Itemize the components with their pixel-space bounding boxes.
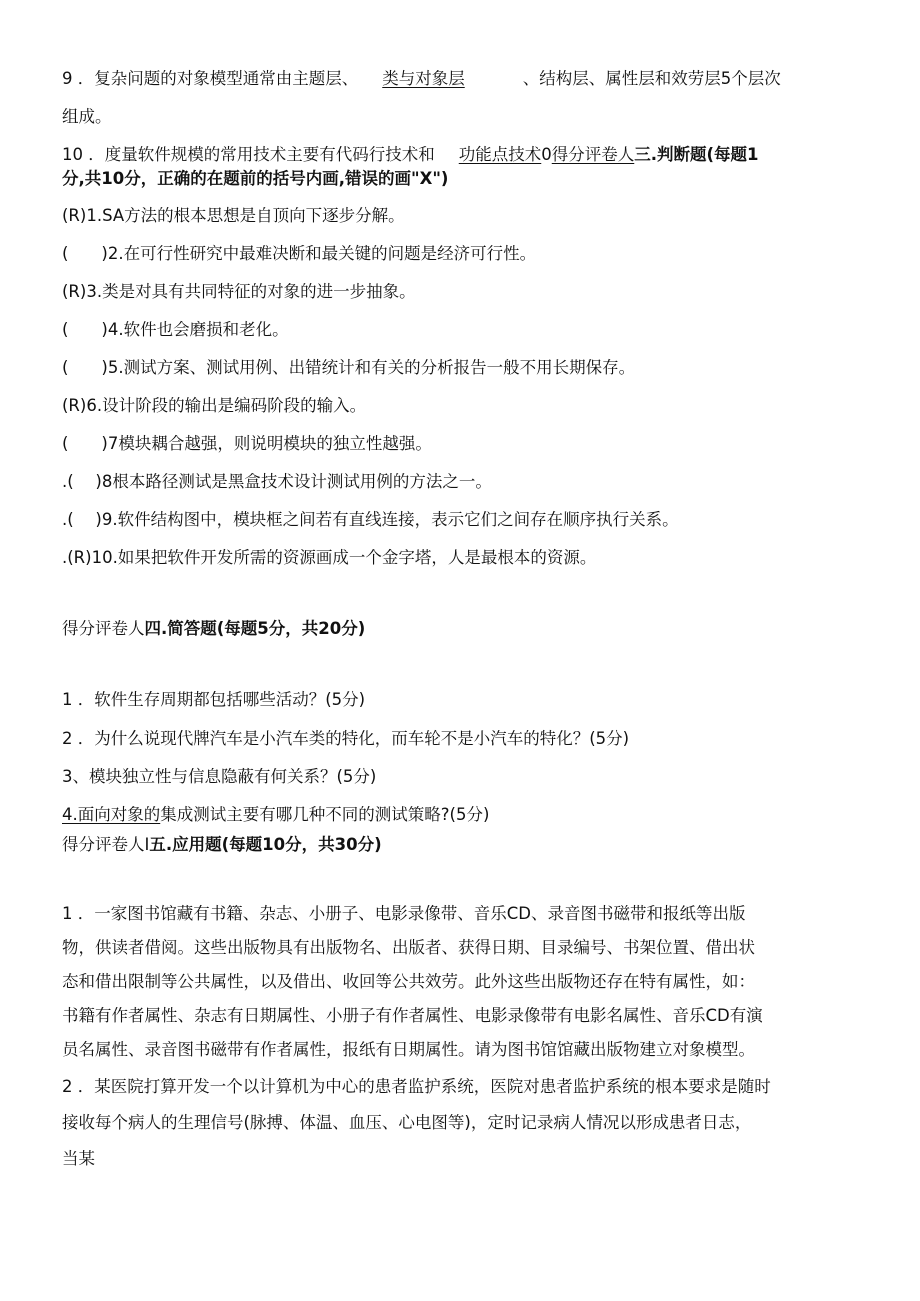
section-5-score-label: 得分评卷人I — [62, 835, 150, 854]
app-q2-line-1: 2 ．某医院打算开发一个以计算机为中心的患者监护系统，医院对患者监护系统的根本要求是随时 — [62, 1077, 771, 1096]
q10-prefix: 10 ．度量软件规模的常用技术主要有代码行技术和 — [62, 145, 435, 164]
app-q1-line-5: 员名属性、录音图书磁带有作者属性，报纸有日期属性。请为图书馆馆藏出版物建立对象模型。 — [62, 1040, 755, 1059]
short-answer-4 — [62, 804, 489, 826]
section-5-header — [62, 834, 382, 856]
tf-item-10: .(R)10.如果把软件开发所需的资源画成一个金字塔，人是最根本的资源。 — [62, 548, 597, 567]
q10-score-label: 得分评卷人 — [551, 145, 635, 164]
section-4-score-label: 得分评卷人 — [62, 619, 145, 638]
section-3-title-cont: 分,共10分，正确的在题前的括号内画,错误的画"X") — [62, 169, 449, 188]
tf-item-8: .( )8根本路径测试是黑盒技术设计测试用例的方法之一。 — [62, 472, 492, 491]
tf-item-2: ( )2.在可行性研究中最难决断和最关键的问题是经济可行性。 — [62, 244, 537, 263]
app-q1-line-4: 书籍有作者属性、杂志有日期属性、小册子有作者属性、电影录像带有电影名属性、音乐CD有演 — [62, 1006, 763, 1025]
section-4-header — [62, 618, 365, 640]
short-answer-1: 1 ．软件生存周期都包括哪些活动？(5分) — [62, 690, 366, 709]
tf-item-7: ( )7模块耦合越强，则说明模块的独立性越强。 — [62, 434, 432, 453]
app-q1-line-2: 物，供读者借阅。这些出版物具有出版物名、出版者、获得日期、目录编号、书架位置、借出状 — [62, 938, 755, 957]
tf-item-5: ( )5.测试方案、测试用例、出错统计和有关的分析报告一般不用长期保存。 — [62, 358, 636, 377]
app-q1-line-3: 态和借出限制等公共属性，以及借出、收回等公共效劳。此外这些出版物还存在特有属性，如： — [62, 972, 755, 991]
app-q2-line-3: 当某 — [62, 1149, 95, 1168]
question-10 — [62, 144, 759, 166]
q10-answer: 功能点技术 — [458, 145, 542, 164]
tf-item-6: (R)6.设计阶段的输出是编码阶段的输入。 — [62, 396, 367, 415]
tf-item-3: (R)3.类是对具有共同特征的对象的进一步抽象。 — [62, 282, 416, 301]
short-answer-4-underlined: 4.面向对象的 — [62, 805, 161, 824]
q9-prefix: 9 ．复杂问题的对象模型通常由主题层、 — [62, 69, 359, 88]
app-q1-line-1: 1 ．一家图书馆藏有书籍、杂志、小册子、电影录像带、音乐CD、录音图书磁带和报纸等出版 — [62, 904, 746, 923]
q10-mid: 0 — [541, 145, 552, 164]
tf-item-1: (R)1.SA方法的根本思想是自顶向下逐步分解。 — [62, 206, 405, 225]
tf-item-4: ( )4.软件也会磨损和老化。 — [62, 320, 289, 339]
q9-answer: 类与对象层 — [382, 69, 465, 88]
section-5-title: 五.应用题(每题10分，共30分) — [149, 835, 382, 854]
short-answer-3: 3、模块独立性与信息隐蔽有何关系？(5分) — [62, 767, 377, 786]
section-4-title: 四.简答题(每题5分，共20分) — [144, 619, 366, 638]
tf-item-9: .( )9.软件结构图中，模块框之间若有直线连接，表示它们之间存在顺序执行关系。 — [62, 510, 679, 529]
app-q2-line-2: 接收每个病人的生理信号(脉搏、体温、血压、心电图等)，定时记录病人情况以形成患者日志， — [62, 1113, 752, 1132]
question-9 — [62, 68, 781, 90]
q9-suffix: 、结构层、属性层和效劳层5个层次 — [522, 69, 781, 88]
question-9-cont: 组成。 — [62, 107, 112, 126]
short-answer-2: 2 ．为什么说现代牌汽车是小汽车类的特化，而车轮不是小汽车的特化？(5分) — [62, 729, 630, 748]
short-answer-4-rest: 集成测试主要有哪几种不同的测试策略?(5分) — [160, 805, 490, 824]
section-3-title: 三.判断题(每题1 — [634, 145, 759, 164]
